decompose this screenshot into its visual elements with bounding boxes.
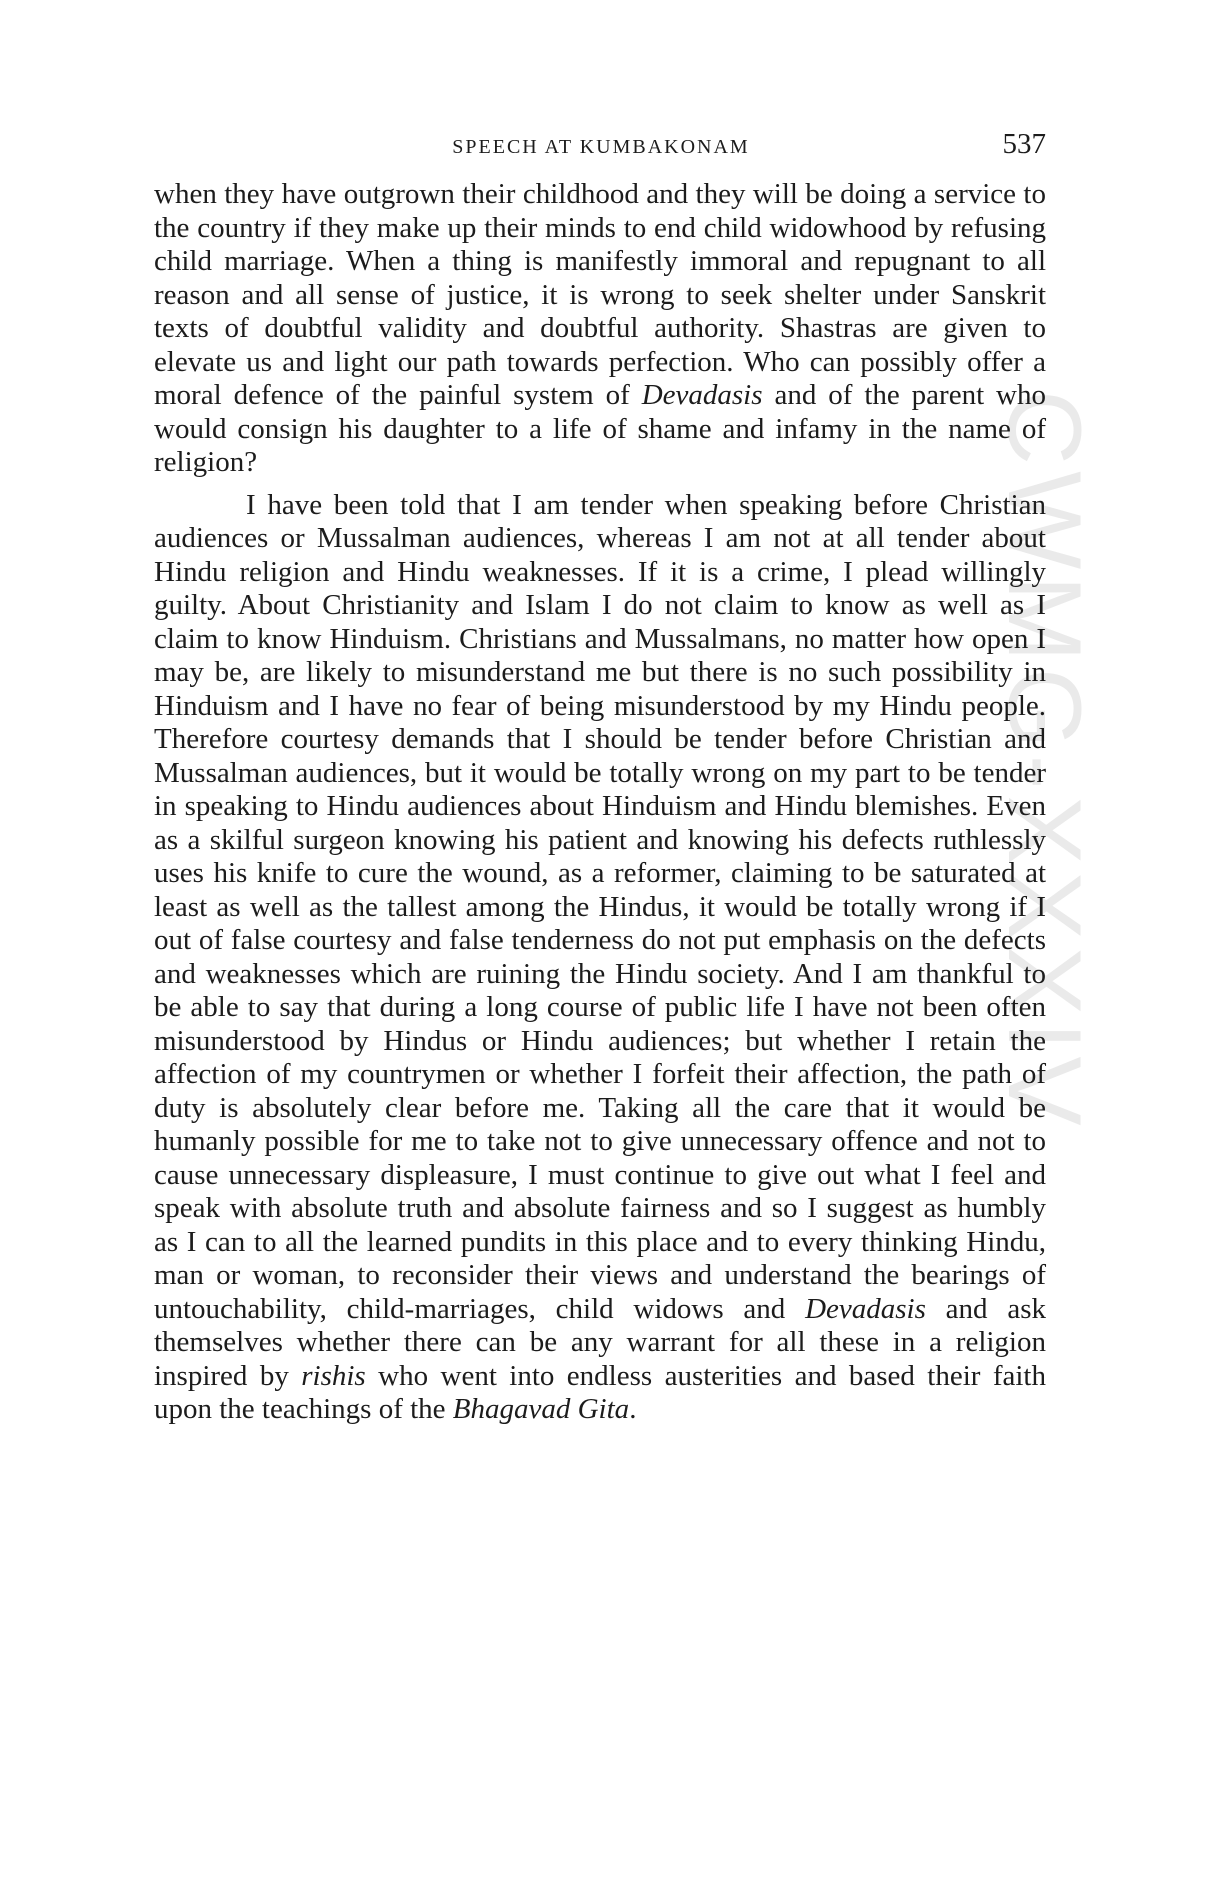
running-head — [156, 128, 1046, 168]
paragraph-2-text-mid2: who went into endless austerities and based their faith upon the teachings of the — [154, 1359, 1046, 1425]
italic-term-devadasis: Devadasis — [805, 1292, 926, 1325]
paragraph-2-text-end: . — [629, 1393, 637, 1425]
paragraph-2-text: I have been told that I am tender when speaking before Christian audiences or Mussalman audiences, whereas I am not at all tender about Hindu religion and Hindu weaknesses. If it is a crime, I plead willingly guilty. About Christianity and Islam I do not claim to know as well as I claim to know Hinduism. Christians and Mussalmans, no matter how open I may be, are likely to misunderstand me but there is no such possibility in Hinduism and I have no fear of being misunderstood by my Hindu people. Therefore courtesy demands that I should be tender before Christian and Mussalman audiences, but it would be totally wrong on my part to be tender in speaking to Hindu audiences about Hinduism and Hindu blemishes. Even as a skilful surgeon knowing his patient and knowing his defects ruthlessly uses his knife to cure the wound, as a reformer, claiming to be saturated at least as well as the tallest among the Hindus, it would be totally wrong if I out of false courtesy and false tenderness do not put emphasis on the defects and weaknesses which are ruining the Hindu society. And I am thankful to be able to say that during a long course of public life I have not been often misunderstood by Hindus or Hindu audiences; but whether I retain the affection of my countrymen or whether I forfeit their affection, the path of duty is absolutely clear before me. Taking all the care that it would be humanly possible for me to take not to give unnecessary offence and not to cause unnecessary displeasure, I must continue to give out what I feel and speak with absolute truth and absolute fairness and so I suggest as humbly as I can to all the learned pundits in this place and to every thinking Hindu, man or woman, to reconsider their views and understand the bearings of untouchability, child-marriages, child widows and — [154, 488, 1046, 1325]
paragraph-2 — [154, 489, 1046, 1427]
italic-term-rishis: rishis — [301, 1359, 366, 1392]
page-number: 537 — [1002, 128, 1046, 160]
italic-term-bhagavad-gita: Bhagavad Gita — [452, 1393, 630, 1425]
body-text — [154, 178, 1046, 1427]
paragraph-1-text-end: and of the parent who would consign his daughter to a life of shame and infamy in the name of religion? — [154, 379, 1047, 478]
italic-term-devadasis: Devadasis — [641, 379, 763, 411]
paragraph-1-text: when they have outgrown their childhood and they will be doing a service to the country if they make up their minds to end child widowhood by refusing child marriage. When a thing is manifestly immoral and repugnant to all reason and all sense of justice, it is wrong to seek shelter under Sanskrit texts of doubtful validity and doubtful authority. Shastras are given to elevate us and light our path towards perfection. Who can possibly offer a moral defence of the painful system of — [154, 178, 1046, 411]
watermark: CWMG-XXXIV — [986, 390, 1102, 1132]
running-title: SPEECH AT KUMBAKONAM — [452, 136, 750, 158]
paragraph-1 — [154, 178, 1046, 480]
paragraph-2-text-mid: and ask themselves whether there can be any warrant for all these in a religion inspired by — [154, 1292, 1046, 1392]
